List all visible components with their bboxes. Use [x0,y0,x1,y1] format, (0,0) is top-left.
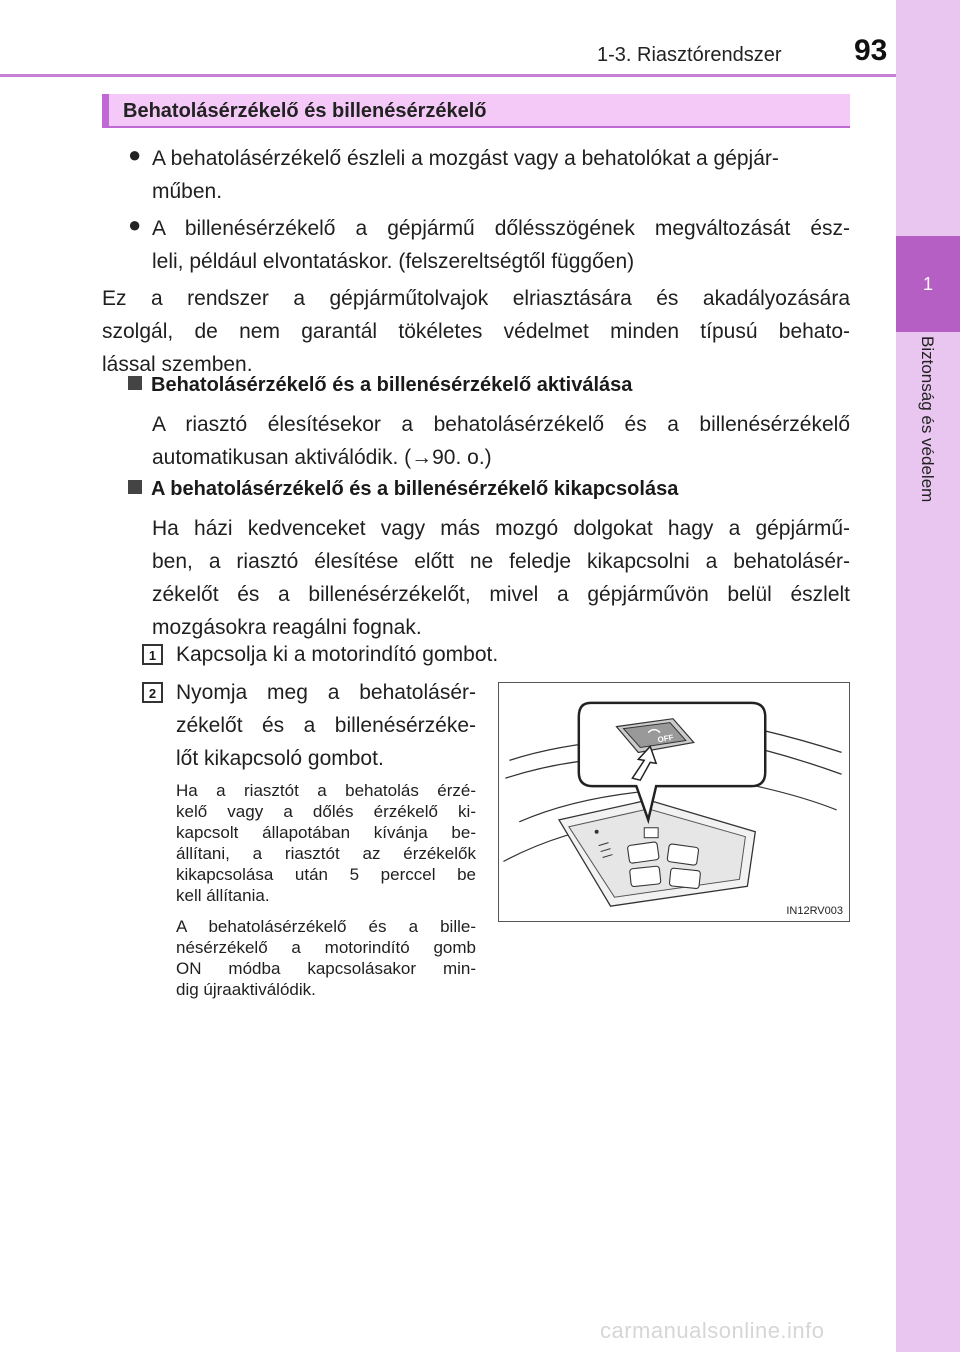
step-2-line-1: Nyomja meg a behatolásér- [176,681,476,704]
deactivation-line-3: zékelőt és a billenésérzékelőt, mivel a gépjárművön belül észlelt [152,583,850,606]
activation-line-2: automatikusan aktiválódik. (→90. o.) [152,446,492,469]
note-1-line-2: kelő vagy a dőlés érzékelő ki- [176,802,476,821]
step-2-line-2: zékelőt és a billenésérzéke- [176,714,476,737]
note-2-line-4: dig újraaktiválódik. [176,980,316,999]
activation-line-1: A riasztó élesítésekor a behatolásérzékelő és a billenésérzékelő [152,413,850,436]
bullet-1-line-2: műben. [152,180,223,203]
bullet-dot-icon: ● [128,212,142,237]
deactivation-line-4: mozgásokra reagálni fognak. [152,616,422,639]
deactivation-line-1: Ha házi kedvenceket vagy más mozgó dolgokat hagy a gépjármű- [152,517,850,540]
note-1-line-3: kapcsolt állapotában kívánja be- [176,823,476,842]
section-label: 1-3. Riasztórendszer [597,44,782,66]
illustration-code: IN12RV003 [786,905,843,917]
page-number: 93 [854,34,888,67]
note-1-line-4: állítani, a riasztót az érzékelők [176,844,476,863]
activation-heading: Behatolásérzékelő és a billenésérzékelő aktiválása [128,374,632,397]
bullet-1-line-1: A behatolásérzékelő észleli a mozgást vagy a behatolókat a gépjár- [152,147,779,170]
overhead-console-illustration [498,682,850,922]
square-bullet-icon [128,480,142,494]
intro-line-1: Ez a rendszer a gépjárműtolvajok elriasztására és akadályozására [102,287,850,310]
note-2-line-3: ON módba kapcsolásakor min- [176,959,476,978]
step-2-line-3: lőt kikapcsoló gombot. [176,747,384,770]
note-1-line-6: kell állítania. [176,886,270,905]
note-1-line-5: kikapcsolása után 5 perccel be [176,865,476,884]
section-title: Behatolásérzékelő és billenésérzékelő [102,94,850,128]
off-button-label: OFF [656,732,675,745]
deactivation-line-2: ben, a riasztó élesítése előtt ne feledje kikapcsolni a behatolásér- [152,550,850,573]
side-tab-number: 1 [896,236,960,332]
bullet-2-line-2: leli, például elvontatáskor. (felszereltségtől függően) [152,250,635,273]
step-2-badge: 2 [142,682,163,703]
intro-line-3: lással szemben. [102,353,253,376]
watermark: carmanualsonline.info [600,1318,825,1343]
note-2-line-2: nésérzékelő a motorindító gomb [176,938,476,957]
header-rule [0,74,896,77]
square-bullet-icon [128,376,142,390]
note-2-line-1: A behatolásérzékelő és a bille- [176,917,476,936]
step-1-text: Kapcsolja ki a motorindító gombot. [176,643,499,666]
side-tab [896,0,960,1352]
deactivation-heading: A behatolásérzékelő és a billenésérzékelő kikapcsolása [128,478,678,501]
step-1-badge: 1 [142,644,163,665]
intro-line-2: szolgál, de nem garantál tökéletes védelmet minden típusú behato- [102,320,850,343]
bullet-dot-icon: ● [128,142,142,167]
bullet-2-line-1: A billenésérzékelő a gépjármű dőlésszögének megváltozását ész- [152,217,850,240]
note-1-line-1: Ha a riasztót a behatolás érzé- [176,781,476,800]
side-tab-label: Biztonság és védelem [918,336,937,503]
overhead-console-drawing [499,683,849,921]
